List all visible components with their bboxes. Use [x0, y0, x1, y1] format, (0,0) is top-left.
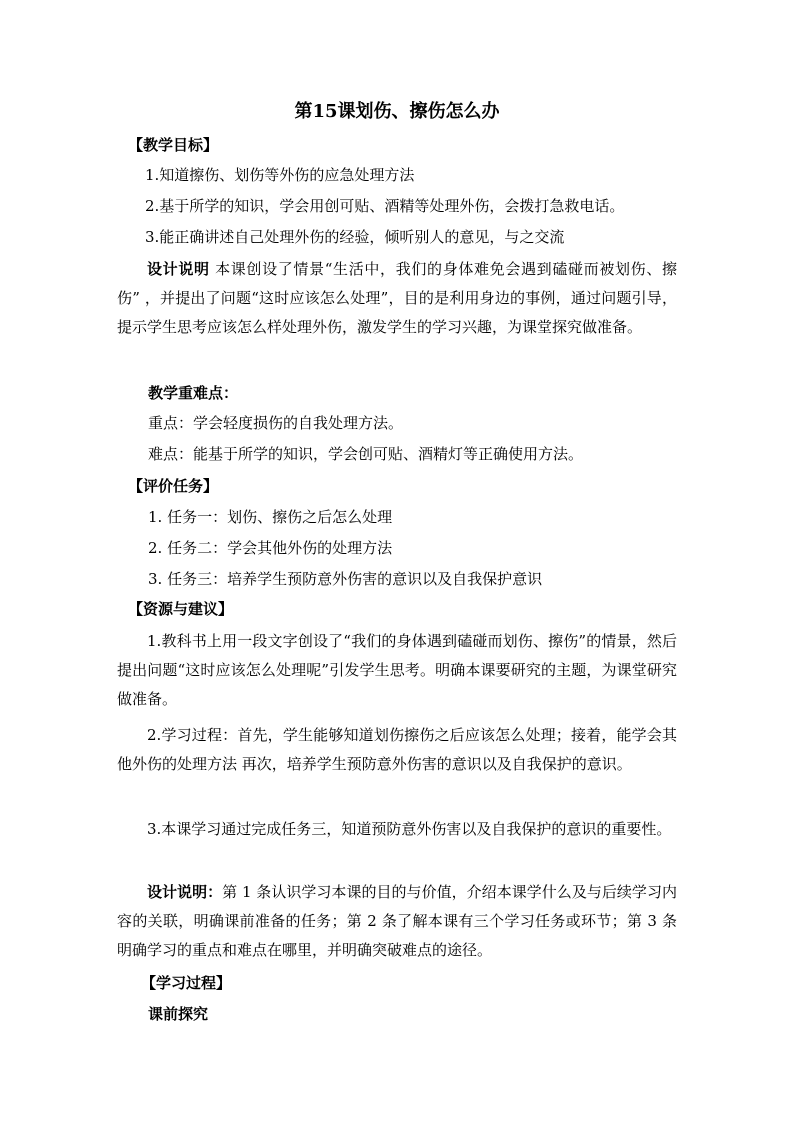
resource-item-1: 1.教科书上用一段文字创设了“我们的身体遇到磕碰而划伤、擦伤”的情景，然后提出问题“这时应该怎么处理呢”引发学生思考。明确本课要研究的主题，为课堂研究做准备。 [117, 632, 677, 708]
process-heading: 【学习过程】 [141, 974, 232, 992]
design-note-1-text: 本课创设了情景“生活中，我们的身体难免会遇到磕碰而被划伤、擦伤” ，并提出了问题“这时应该怎么处理”，目的是利用身边的事例，通过问题引导，提示学生思考应该怎么样处理外伤，激发学生的学习兴趣，为课堂探究做准备。 [117, 260, 677, 336]
task-item-2: 2. 任务二：学会其他外伤的处理方法 [148, 539, 393, 557]
goals-heading: 【教学目标】 [128, 136, 219, 154]
page-title: 第15课划伤、擦伤怎么办 [294, 101, 500, 122]
design-note-2 [117, 878, 677, 965]
design-note-1-lead: 设计说明 [147, 260, 210, 278]
goal-item-3: 3.能正确讲述自己处理外伤的经验，倾听别人的意见，与之交流 [145, 228, 565, 246]
resource-item-3: 3.本课学习通过完成任务三，知道预防意外伤害以及自我保护的意识的重要性。 [147, 820, 672, 838]
task-item-3: 3. 任务三：培养学生预防意外伤害的意识以及自我保护意识 [148, 570, 543, 588]
resource-item-2: 2.学习过程：首先，学生能够知道划伤擦伤之后应该怎么处理；接着，能学会其他外伤的处理方法 再次，培养学生预防意外伤害的意识以及自我保护的意识。 [117, 726, 677, 773]
goal-item-1: 1.知道擦伤、划伤等外伤的应急处理方法 [145, 166, 415, 184]
design-note-1 [117, 255, 677, 342]
resources-heading: 【资源与建议】 [128, 600, 234, 618]
key-point-difficulty: 难点：能基于所学的知识，学会创可贴、酒精灯等正确使用方法。 [148, 445, 584, 463]
tasks-heading: 【评价任务】 [128, 477, 219, 495]
goal-item-2: 2.基于所学的知识，学会用创可贴、酒精等处理外伤，会拨打急救电话。 [145, 197, 625, 215]
task-item-1: 1. 任务一：划伤、擦伤之后怎么处理 [148, 508, 393, 526]
key-point-focus: 重点：学会轻度损伤的自我处理方法。 [148, 414, 404, 432]
design-note-2-lead: 设计说明： [147, 883, 223, 901]
process-subheading: 课前探究 [148, 1005, 209, 1023]
key-points-heading: 教学重难点： [148, 384, 239, 402]
design-note-2-text: 第 1 条认识学习本课的目的与价值，介绍本课学什么及与后续学习内容的关联，明确课前准备的任务；第 2 条了解本课有三个学习任务或环节；第 3 条明确学习的重点和难点在哪里，并明确突破难点的途径。 [117, 883, 677, 959]
